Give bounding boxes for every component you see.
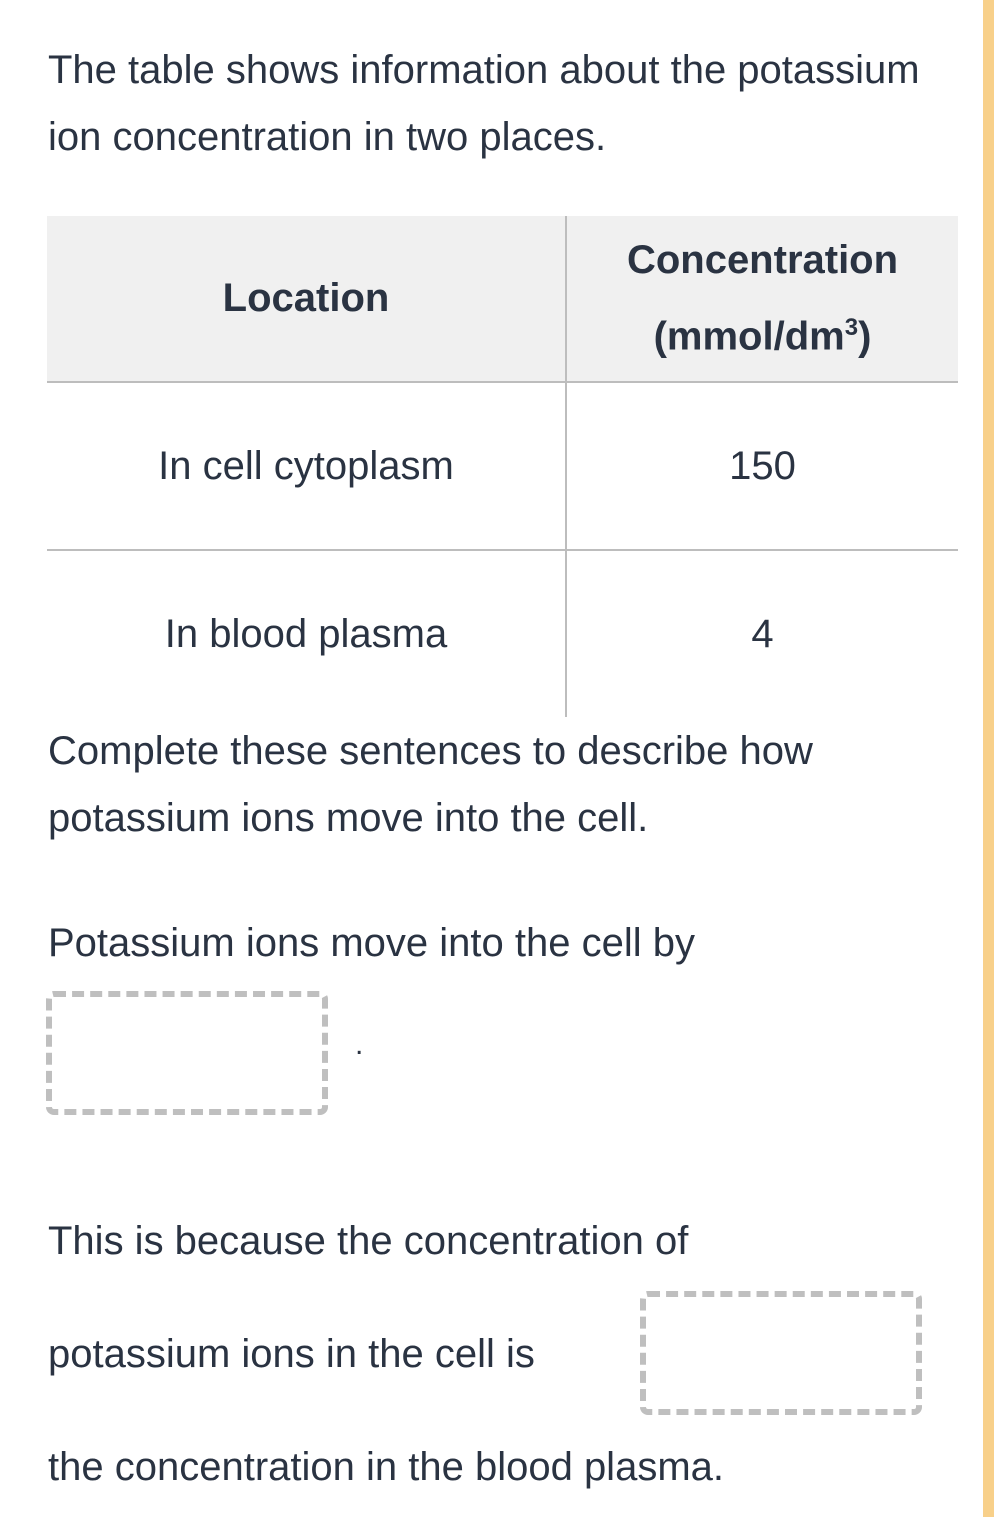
table-row — [47, 550, 958, 717]
cell-concentration: 4 — [751, 611, 774, 656]
header-location: Location — [47, 216, 566, 382]
sentence2-line2: potassium ions in the cell is — [48, 1332, 535, 1376]
concentration-table — [47, 216, 958, 717]
cell-location: In cell cytoplasm — [47, 382, 566, 550]
sentence2-line1: This is because the concentration of — [48, 1219, 689, 1263]
answer-drop-box-1[interactable] — [46, 991, 328, 1115]
cell-location: In blood plasma — [47, 550, 566, 717]
answer-drop-box-2[interactable] — [640, 1291, 922, 1415]
instruction-text: Complete these sentences to describe how potassium ions move into the cell. — [48, 729, 813, 840]
header-concentration: Concentration $(mmol/dm^3)$ — [566, 216, 958, 382]
sentence1-text: Potassium ions move into the cell by — [48, 921, 695, 965]
sentence1-period: . — [355, 1028, 364, 1061]
intro-text: The table shows information about the potassium ion concentration in two places. — [48, 48, 920, 159]
table-header-row — [47, 216, 958, 382]
table-row — [47, 382, 958, 550]
accent-bar — [983, 0, 994, 1517]
sentence2-line3: the concentration in the blood plasma. — [48, 1445, 724, 1489]
cell-concentration: 150 — [566, 382, 958, 550]
